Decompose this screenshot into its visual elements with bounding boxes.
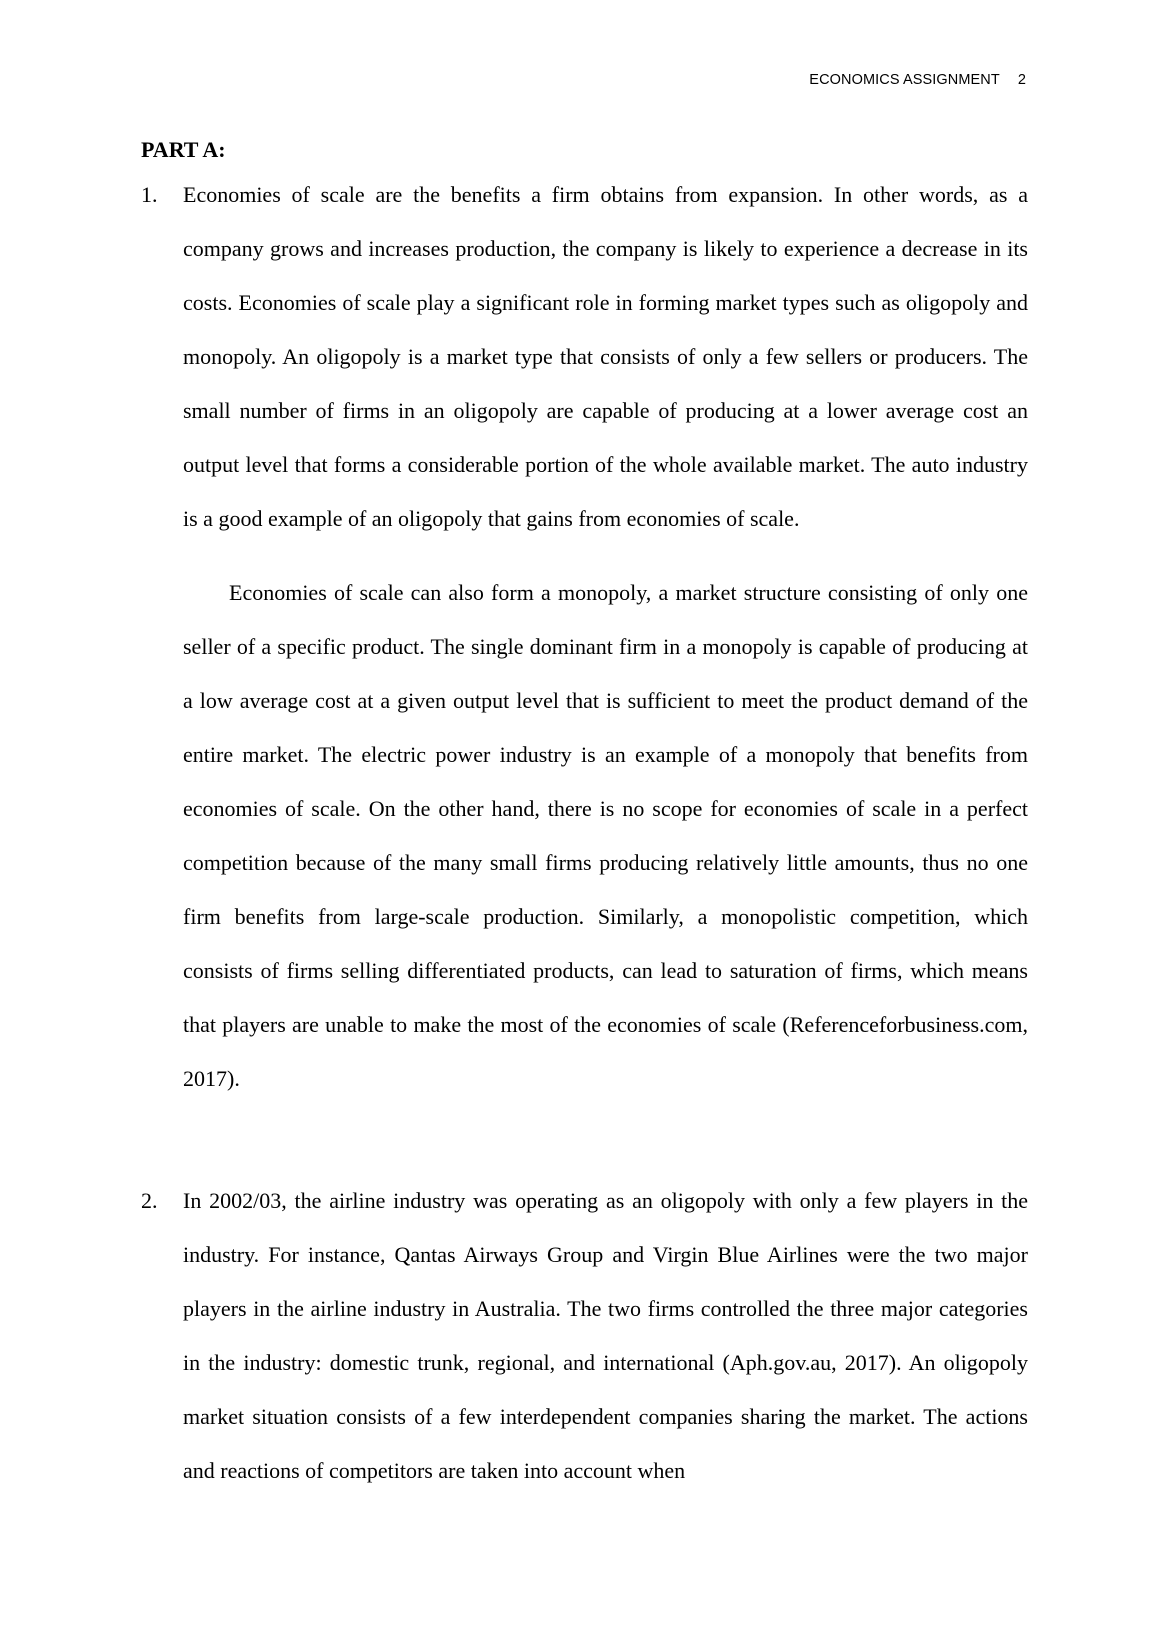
list-item-body bbox=[183, 1174, 1028, 1498]
running-header-title: ECONOMICS ASSIGNMENT bbox=[809, 72, 1000, 88]
paragraph: In 2002/03, the airline industry was operating as an oligopoly with only a few players in the industry. For instance, Qantas Airways Group and Virgin Blue Airlines were the two major players in the airline industry in Australia. The two firms controlled the three major categories in the industry: domestic trunk, regional, and international (Aph.gov.au, 2017). An oligopoly market situation consists of a few interdependent companies sharing the market. The actions and reactions of competitors are taken into account when bbox=[183, 1188, 1028, 1483]
running-header bbox=[809, 72, 1026, 88]
list-item-2 bbox=[141, 1174, 1028, 1498]
paragraph: Economies of scale can also form a monopoly, a market structure consisting of only one seller of a specific product. The single dominant firm in a monopoly is capable of producing at a low average cost at a given output level that is sufficient to meet the product demand of the entire market. The electric power industry is an example of a monopoly that benefits from economies of scale. On the other hand, there is no scope for economies of scale in a perfect competition because of the many small firms producing relatively little amounts, thus no one firm benefits from large-scale production. Similarly, a monopolistic competition, which consists of firms selling differentiated products, can lead to saturation of firms, which means that players are unable to make the most of the economies of scale (Referenceforbusiness.com, 2017). bbox=[183, 580, 1028, 1091]
list-item-number: 1. bbox=[141, 182, 158, 207]
list-item-1 bbox=[141, 168, 1028, 1106]
page-number: 2 bbox=[1017, 72, 1026, 88]
paragraph: Economies of scale are the benefits a firm obtains from expansion. In other words, as a company grows and increases production, the company is likely to experience a decrease in its costs. Economies of scale play a significant role in forming market types such as oligopoly and monopoly. An oligopoly is a market type that consists of only a few sellers or producers. The small number of firms in an oligopoly are capable of producing at a lower average cost an output level that forms a considerable portion of the whole available market. The auto industry is a good example of an oligopoly that gains from economies of scale. bbox=[183, 182, 1028, 531]
list-item-number: 2. bbox=[141, 1188, 158, 1213]
list-item-body bbox=[183, 168, 1028, 1106]
section-heading: PART A: bbox=[141, 137, 226, 162]
